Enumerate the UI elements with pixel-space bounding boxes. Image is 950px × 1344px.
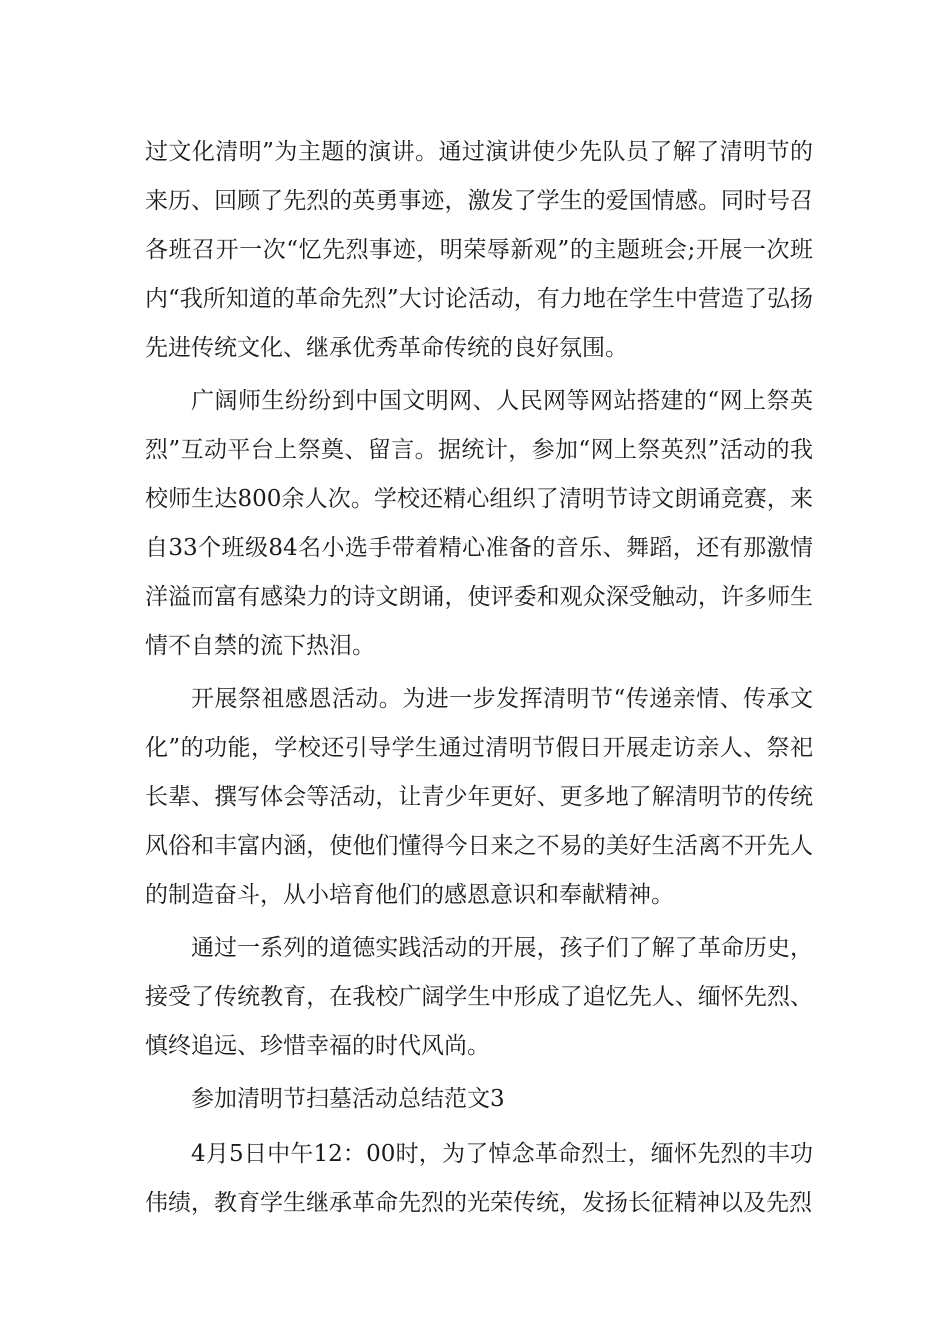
paragraph-ancestor-gratitude: 开展祭祖感恩活动。为进一步发挥清明节“传递亲情、传承文化”的功能，学校还引导学生通过清明节假日开展走访亲人、祭祀长辈、撰写体会等活动，让青少年更好、更多地了解清明节的传统风俗和丰富内涵，使他们懂得今日来之不易的美好生活离不开先人的制造奋斗，从小培育他们的感恩意识和奉献精神。 (145, 686, 813, 908)
paragraph-moral-practice: 通过一系列的道德实践活动的开展，孩子们了解了革命历史，接受了传统教育，在我校广阔学生中形成了追忆先人、缅怀先烈、慎终追远、珍惜幸福的时代风尚。 (145, 935, 813, 1059)
section-title: 参加清明节扫墓活动总结范文3 (191, 1086, 505, 1112)
paragraph-speech-activity: 过文化清明”为主题的演讲。通过演讲使少先队员了解了清明节的来历、回顾了先烈的英勇事迹，激发了学生的爱国情感。同时号召各班召开一次“忆先烈事迹，明荣辱新观”的主题班会;开展一次班内“我所知道的革命先烈”大讨论活动，有力地在学生中营造了弘扬先进传统文化、继承优秀革命传统的良好氛围。 (145, 139, 813, 361)
paragraph-april-fifth: 4月5日中午12：00时，为了悼念革命烈士，缅怀先烈的丰功伟绩，教育学生继承革命先烈的光荣传统，发扬长征精神以及先烈 (145, 1141, 813, 1216)
paragraph-online-memorial: 广阔师生纷纷到中国文明网、人民网等网站搭建的“网上祭英烈”互动平台上祭奠、留言。据统计，参加“网上祭英烈”活动的我校师生达800余人次。学校还精心组织了清明节诗文朗诵竞赛，来自33个班级84名小选手带着精心准备的音乐、舞蹈，还有那激情洋溢而富有感染力的诗文朗诵，使评委和观众深受触动，许多师生情不自禁的流下热泪。 (145, 388, 813, 659)
document-body (145, 128, 813, 1232)
